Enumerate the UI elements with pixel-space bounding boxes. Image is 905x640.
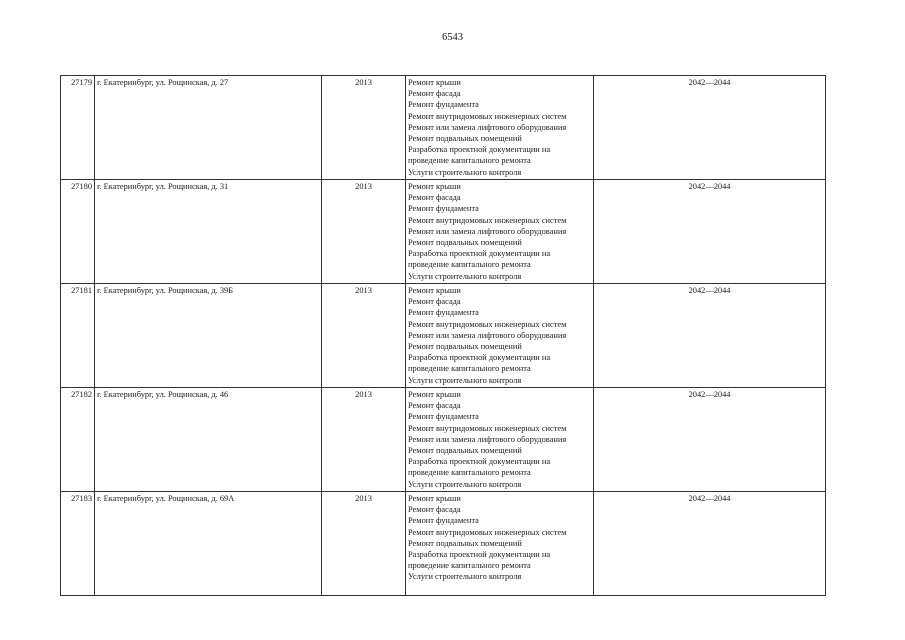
work-item: Ремонт внутридомовых инженерных систем [408, 111, 567, 121]
work-item: Ремонт подвальных помещений [408, 446, 522, 456]
period-cell: 2042—2044 [594, 492, 826, 596]
work-item: Разработка проектной документации на [408, 457, 551, 467]
period-cell: 2042—2044 [594, 76, 826, 180]
work-item: Разработка проектной документации на [408, 550, 551, 560]
address-cell: г. Екатеринбург, ул. Рощинская, д. 69А [95, 492, 322, 596]
work-item: Ремонт внутридомовых инженерных систем [408, 319, 567, 329]
work-item: Ремонт подвальных помещений [408, 238, 522, 248]
work-item: Ремонт внутридомовых инженерных систем [408, 423, 567, 433]
period-cell: 2042—2044 [594, 180, 826, 284]
work-item: Ремонт внутридомовых инженерных систем [408, 215, 567, 225]
work-item: Ремонт крыши [408, 78, 461, 87]
work-item: Ремонт или замена лифтового оборудования [408, 330, 567, 340]
table-row [61, 76, 826, 180]
work-item: Ремонт крыши [408, 182, 461, 191]
work-item: Ремонт фундамента [408, 412, 479, 422]
work-item: Ремонт фасада [408, 193, 461, 203]
work-item: Ремонт фасада [408, 505, 461, 515]
table-row [61, 284, 826, 388]
work-item: Услуги строительного контроля [408, 479, 522, 489]
work-item: Ремонт крыши [408, 286, 461, 295]
work-item: Услуги строительного контроля [408, 375, 522, 385]
work-item: Ремонт крыши [408, 494, 461, 503]
work-item: Ремонт фасада [408, 89, 461, 99]
work-item: Разработка проектной документации на [408, 145, 551, 155]
work-item: Ремонт фасада [408, 401, 461, 411]
work-item: проведение капитального ремонта [408, 260, 531, 270]
work-item: проведение капитального ремонта [408, 364, 531, 374]
address-cell: г. Екатеринбург, ул. Рощинская, д. 39Б [95, 284, 322, 388]
page-number: 6543 [442, 32, 463, 43]
work-item: проведение капитального ремонта [408, 468, 531, 478]
work-item: Ремонт или замена лифтового оборудования [408, 226, 567, 236]
work-item: Ремонт фундамента [408, 204, 479, 214]
work-item: Ремонт или замена лифтового оборудования [408, 434, 567, 444]
work-item: проведение капитального ремонта [408, 561, 531, 571]
work-item: Услуги строительного контроля [408, 271, 522, 281]
year-cell: 2013 [322, 492, 406, 596]
work-item: Ремонт подвальных помещений [408, 342, 522, 352]
table-row [61, 492, 826, 596]
year-cell: 2013 [322, 388, 406, 492]
row-number: 27180 [61, 180, 95, 284]
work-item: Разработка проектной документации на [408, 249, 551, 259]
year-cell: 2013 [322, 284, 406, 388]
period-cell: 2042—2044 [594, 388, 826, 492]
works-cell [406, 492, 594, 596]
works-cell [406, 180, 594, 284]
table-row [61, 388, 826, 492]
row-number: 27182 [61, 388, 95, 492]
work-item: Услуги строительного контроля [408, 572, 522, 582]
work-item: Ремонт фундамента [408, 308, 479, 318]
works-cell [406, 76, 594, 180]
table-row [61, 180, 826, 284]
address-cell: г. Екатеринбург, ул. Рощинская, д. 27 [95, 76, 322, 180]
work-item: Ремонт подвальных помещений [408, 134, 522, 144]
repair-schedule-table [60, 75, 826, 596]
period-cell: 2042—2044 [594, 284, 826, 388]
year-cell: 2013 [322, 76, 406, 180]
row-number: 27181 [61, 284, 95, 388]
works-cell [406, 388, 594, 492]
work-item: Ремонт внутридомовых инженерных систем [408, 527, 567, 537]
address-cell: г. Екатеринбург, ул. Рощинская, д. 31 [95, 180, 322, 284]
work-item: Ремонт крыши [408, 390, 461, 399]
work-item: Услуги строительного контроля [408, 167, 522, 177]
work-item: проведение капитального ремонта [408, 156, 531, 166]
row-number: 27179 [61, 76, 95, 180]
work-item: Ремонт фасада [408, 297, 461, 307]
work-item: Ремонт фундамента [408, 100, 479, 110]
work-item: Ремонт фундамента [408, 516, 479, 526]
work-item: Ремонт подвальных помещений [408, 538, 522, 548]
work-item: Разработка проектной документации на [408, 353, 551, 363]
year-cell: 2013 [322, 180, 406, 284]
address-cell: г. Екатеринбург, ул. Рощинская, д. 46 [95, 388, 322, 492]
row-number: 27183 [61, 492, 95, 596]
work-item: Ремонт или замена лифтового оборудования [408, 122, 567, 132]
works-cell [406, 284, 594, 388]
